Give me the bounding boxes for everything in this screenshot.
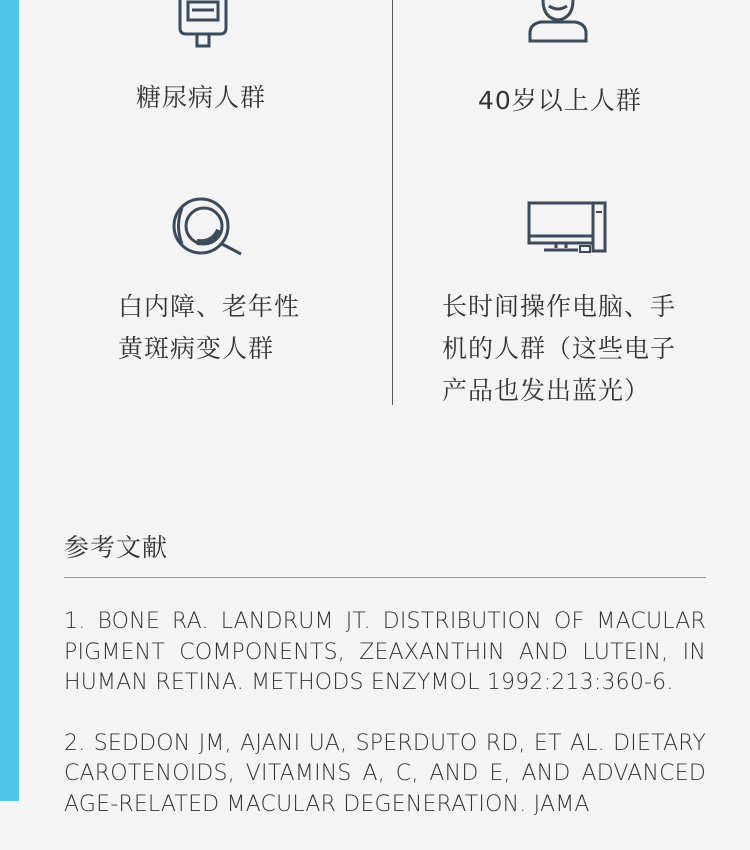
vertical-divider (392, 0, 393, 405)
reference-item: 1. BONE RA. LANDRUM JT. DISTRIBUTION OF MACULAR PIGMENT COMPONENTS, ZEAXANTHIN AND LUTEIN, IN HUMAN RETINA. METHODS ENZYMOL 1992:213:360-6. (64, 609, 706, 695)
eye-magnifier-icon (171, 196, 245, 258)
group-cataract-label (118, 286, 300, 370)
group-line: 黄斑病变人群 (118, 334, 275, 363)
references-divider (64, 577, 706, 578)
group-line: 机的人群（这些电子 (442, 334, 677, 363)
group-line: 白内障、老年性 (118, 292, 301, 321)
group-over40-label (478, 80, 642, 122)
group-line: 糖尿病人群 (136, 83, 267, 112)
glucose-meter-icon (176, 0, 230, 48)
group-screen-users-label (442, 286, 676, 412)
group-diabetes-label (136, 77, 266, 119)
group-line: 产品也发出蓝光） (442, 376, 651, 405)
references-list (64, 607, 706, 850)
left-accent-bar (0, 0, 19, 801)
group-line: 长时间操作电脑、手 (442, 292, 677, 321)
computer-monitor-icon (526, 200, 608, 254)
references-title: 参考文献 (64, 533, 169, 562)
elderly-person-icon (527, 0, 589, 44)
reference-item: 2. SEDDON JM, AJANI UA, SPERDUTO RD, ET AL. DIETARY CAROTENOIDS, VITAMINS A, C, AND E, AND ADVANCED AGE-RELATED MACULAR DEGENERATION. JAMA (64, 730, 706, 817)
group-line: 40岁以上人群 (478, 86, 642, 115)
